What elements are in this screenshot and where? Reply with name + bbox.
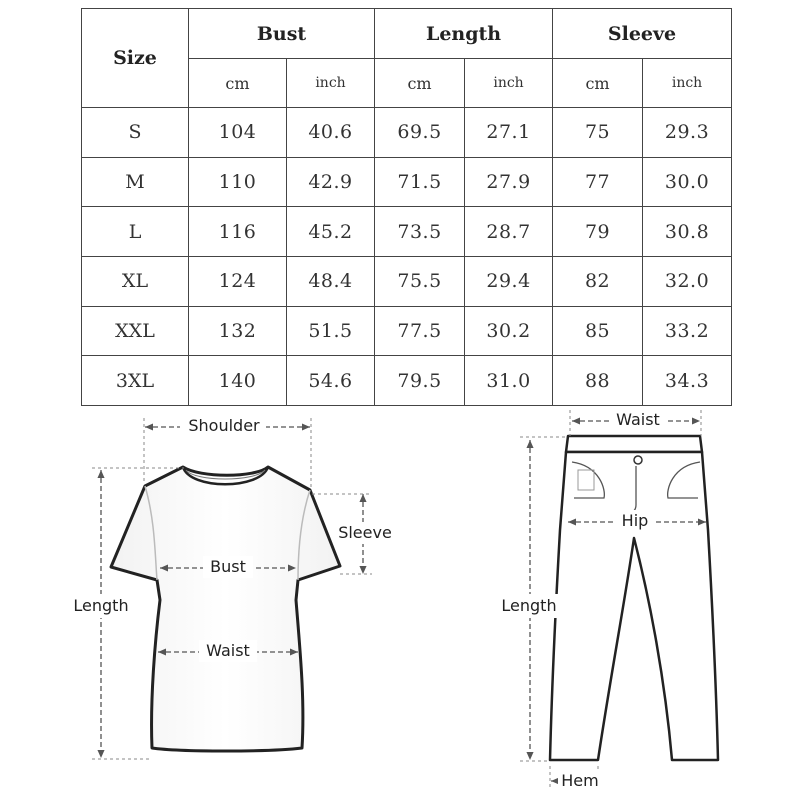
value-cell: 140 <box>189 356 287 406</box>
value-cell: 32.0 <box>643 257 732 307</box>
sleeve-header: Sleeve <box>553 9 732 59</box>
table-row <box>82 157 732 207</box>
tshirt-outline <box>111 467 340 751</box>
value-cell: 69.5 <box>375 108 465 158</box>
value-cell: 27.9 <box>465 157 553 207</box>
tshirt-diagram <box>0 400 420 800</box>
value-cell: 77.5 <box>375 306 465 356</box>
value-cell: 85 <box>553 306 643 356</box>
value-cell: 124 <box>189 257 287 307</box>
sleeve-label: Sleeve <box>338 523 392 542</box>
table-row <box>82 108 732 158</box>
value-cell: 73.5 <box>375 207 465 257</box>
value-cell: 45.2 <box>287 207 375 257</box>
unit-cell: cm <box>189 59 287 108</box>
size-header: Size <box>82 9 189 108</box>
value-cell: 31.0 <box>465 356 553 406</box>
table-row <box>82 257 732 307</box>
pants-length-label: Length <box>501 596 557 615</box>
unit-cell: cm <box>553 59 643 108</box>
size-cell: XXL <box>82 306 189 356</box>
table-row <box>82 306 732 356</box>
length-label: Length <box>73 596 129 615</box>
value-cell: 42.9 <box>287 157 375 207</box>
size-cell: XL <box>82 257 189 307</box>
value-cell: 132 <box>189 306 287 356</box>
size-cell: L <box>82 207 189 257</box>
size-cell: 3XL <box>82 356 189 406</box>
value-cell: 82 <box>553 257 643 307</box>
unit-cell: inch <box>465 59 553 108</box>
size-cell: S <box>82 108 189 158</box>
value-cell: 30.8 <box>643 207 732 257</box>
unit-cell: inch <box>643 59 732 108</box>
value-cell: 34.3 <box>643 356 732 406</box>
hem-label: Hem <box>561 771 599 790</box>
waist-label: Waist <box>206 641 250 660</box>
value-cell: 71.5 <box>375 157 465 207</box>
value-cell: 75 <box>553 108 643 158</box>
hip-label: Hip <box>621 511 649 530</box>
value-cell: 29.4 <box>465 257 553 307</box>
value-cell: 27.1 <box>465 108 553 158</box>
unit-cell: cm <box>375 59 465 108</box>
length-header: Length <box>375 9 553 59</box>
table-row <box>82 356 732 406</box>
value-cell: 28.7 <box>465 207 553 257</box>
value-cell: 75.5 <box>375 257 465 307</box>
value-cell: 48.4 <box>287 257 375 307</box>
value-cell: 51.5 <box>287 306 375 356</box>
pants-diagram <box>420 400 800 800</box>
value-cell: 30.2 <box>465 306 553 356</box>
pants-waist-label: Waist <box>616 410 660 429</box>
value-cell: 104 <box>189 108 287 158</box>
size-cell: M <box>82 157 189 207</box>
value-cell: 29.3 <box>643 108 732 158</box>
value-cell: 33.2 <box>643 306 732 356</box>
table-row <box>82 207 732 257</box>
value-cell: 88 <box>553 356 643 406</box>
value-cell: 116 <box>189 207 287 257</box>
value-cell: 40.6 <box>287 108 375 158</box>
size-chart-table <box>81 8 732 406</box>
value-cell: 54.6 <box>287 356 375 406</box>
unit-cell: inch <box>287 59 375 108</box>
bust-header: Bust <box>189 9 375 59</box>
value-cell: 30.0 <box>643 157 732 207</box>
value-cell: 79 <box>553 207 643 257</box>
shoulder-label: Shoulder <box>188 416 260 435</box>
value-cell: 79.5 <box>375 356 465 406</box>
value-cell: 110 <box>189 157 287 207</box>
bust-label: Bust <box>210 557 246 576</box>
value-cell: 77 <box>553 157 643 207</box>
